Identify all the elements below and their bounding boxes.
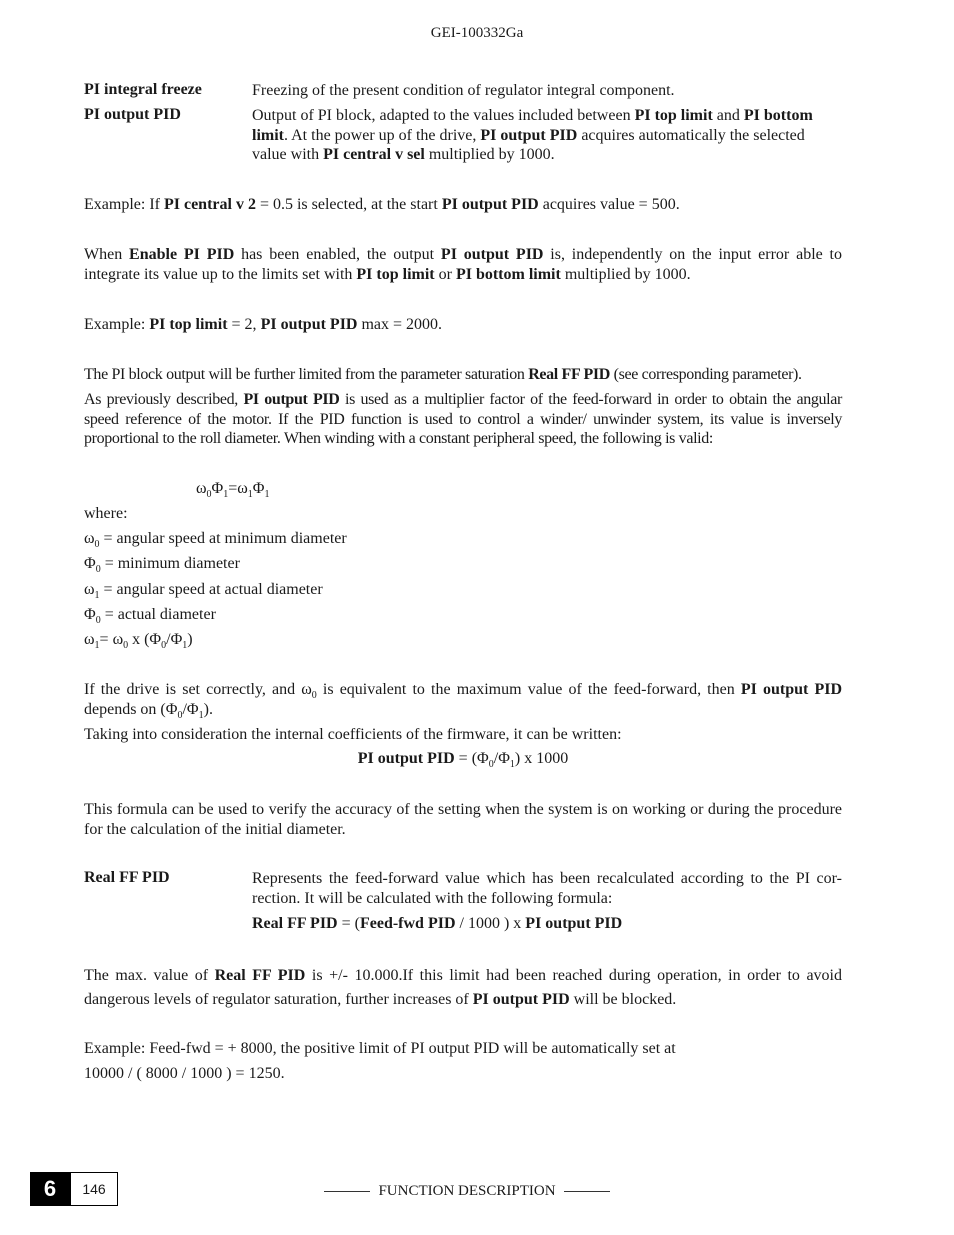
footer-title — [320, 1183, 614, 1200]
equation-omega1: $\omega_1= \omega_0$ x $(\Phi_0/\Phi_1)$ — [84, 631, 193, 651]
paragraph-enable-pi: When Enable PI PID has been enabled, the output PI output PID is, independently on the input error able to integrate its value up to the limits set with PI top limit or PI bottom limit multiplied by 1000. — [84, 246, 843, 283]
chapter-number-tab: 6 — [30, 1172, 70, 1206]
term-real-ff-pid: Real FF PID — [84, 869, 170, 886]
paragraph-taking: Taking into consideration the internal coefficients of the firmware, it can be written: — [84, 726, 622, 743]
where-label: where: — [84, 505, 128, 522]
paragraph-example-central: Example: If PI central v 2 = 0.5 is selected, at the start PI output PID acquires value = 500. — [84, 196, 680, 213]
desc-pi-integral-freeze: Freezing of the present condition of regulator integral component. — [252, 82, 675, 99]
legend-phi0-actual: $\Phi_0$ = actual diameter — [84, 606, 216, 626]
legend-omega0: $\omega_0$ = angular speed at minimum diameter — [84, 530, 347, 550]
legend-phi0-min: $\Phi_0$ = minimum diameter — [84, 555, 240, 575]
paragraph-formula-usage: This formula can be used to verify the accuracy of the setting when the system is on working or during the procedure for the calculation of the initial diameter. — [84, 801, 842, 838]
paragraph-example-result: 10000 / ( 8000 / 1000 ) = 1250. — [84, 1065, 285, 1082]
desc-pi-output-pid: Output of PI block, adapted to the values included between PI top limit and PI bottom limit. At the power up of the drive, PI output PID acquires automatically the selected value with PI central v sel multiplied by 1000. — [252, 107, 813, 163]
formula-pi-output: PI output PID = $(\Phi_0/\Phi_1)$ x 1000 — [357, 750, 569, 770]
header-doc-id: GEI-100332Ga — [430, 25, 524, 41]
term-pi-output-pid: PI output PID — [84, 106, 181, 123]
paragraph-example-feed-fwd: Example: Feed-fwd = + 8000, the positive limit of PI output PID will be automatically set at — [84, 1040, 676, 1057]
paragraph-max-value: The max. value of Real FF PID is +/- 10.000.If this limit had been reached during operation, in order to avoid dangerous levels of regulator saturation, further increases of PI output PID will be blocked. — [84, 967, 842, 1008]
footer-rule-right — [564, 1191, 610, 1192]
paragraph-previously-described: As previously described, PI output PID is used as a multiplier factor of the feed-forward in order to obtain the angular speed reference of the motor. If the PID function is used to control a winder/ unwinder system, its value is inversely proportional to the roll diameter. When winding with a constant peripheral speed, the following is valid: — [84, 391, 843, 447]
footer-title-text: FUNCTION DESCRIPTION — [378, 1183, 556, 1199]
desc-real-ff-pid: Represents the feed-forward value which has been recalculated according to the PI cor-rection. It will be calculated with the following formula: — [252, 870, 842, 907]
paragraph-example-top-limit: Example: PI top limit = 2, PI output PID max = 2000. — [84, 316, 443, 333]
page-number: 146 — [70, 1172, 118, 1206]
paragraph-saturation: The PI block output will be further limited from the parameter saturation Real FF PID (see corresponding parameter). — [84, 366, 802, 383]
term-pi-integral-freeze: PI integral freeze — [84, 81, 202, 98]
footer-rule-left — [324, 1191, 370, 1192]
paragraph-drive-set: If the drive is set correctly, and $\omega_0$ is equivalent to the maximum value of the feed-forward, then PI output PID depends on $(\Phi_0/\Phi_1)$. — [84, 681, 843, 721]
formula-real-ff-pid: Real FF PID = (Feed-fwd PID / 1000 ) x PI output PID — [252, 915, 623, 932]
equation-constant-speed: $\omega_0\Phi_1=\omega_1\Phi_1$ — [196, 480, 270, 500]
legend-omega1: $\omega_1$ = angular speed at actual diameter — [84, 581, 323, 601]
